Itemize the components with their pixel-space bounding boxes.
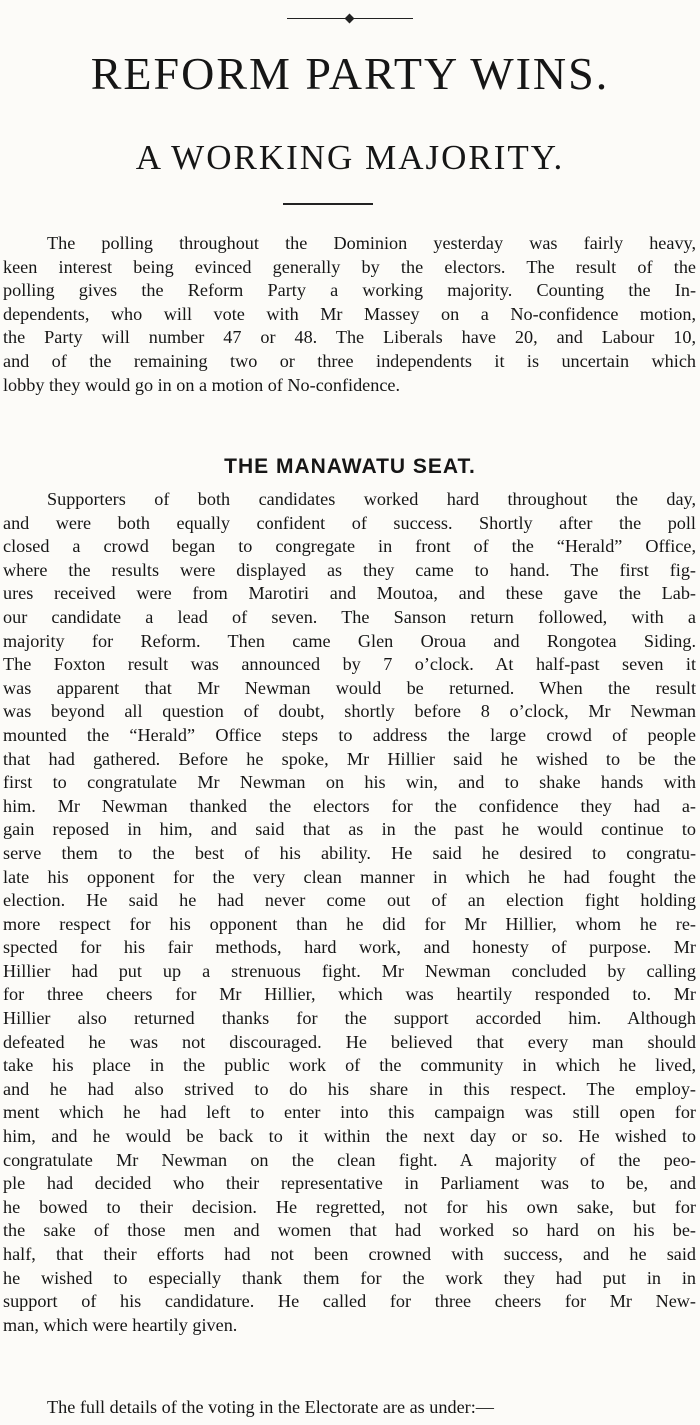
text-line: was beyond all question of doubt, shortly before 8 o’clock, Mr Newman	[3, 701, 696, 722]
text-line: Hillier had put up a strenuous fight. Mr Newman concluded by calling	[3, 960, 696, 981]
text-line: majority for Reform. Then came Glen Oroua and Rongotea Siding.	[3, 630, 696, 651]
text-line: and of the remaining two or three independents it is uncertain which	[3, 350, 696, 371]
text-line: late his opponent for the very clean manner in which he had fought the	[3, 866, 696, 887]
text-line: and were both equally confident of success. Shortly after the poll	[3, 512, 696, 533]
text-line: him. Mr Newman thanked the electors for the confidence they had a-	[3, 795, 696, 816]
headline: REFORM PARTY WINS.	[90, 48, 610, 99]
text-line: take his place in the public work of the community in which he lived,	[3, 1055, 696, 1076]
text-line: he bowed to their decision. He regretted, not for his own sake, but for	[3, 1196, 696, 1217]
text-line: our candidate a lead of seven. The Sanson return followed, with a	[3, 606, 696, 627]
text-line: man, which were heartily given.	[3, 1314, 238, 1335]
body-paragraph	[0, 488, 700, 1337]
text-line: and he had also strived to do his share in this respect. The employ-	[3, 1078, 696, 1099]
text-line: gain reposed in him, and said that as in the past he would continue to	[3, 819, 696, 840]
text-line: polling gives the Reform Party a working majority. Counting the In-	[3, 280, 696, 301]
text-line: Hillier also returned thanks for the support accorded him. Although	[3, 1008, 696, 1029]
text-line: where the results were displayed as they came to hand. The first fig-	[3, 559, 696, 580]
text-line: the sake of those men and women that had worked so hard on his be-	[3, 1220, 696, 1241]
text-line: ment which he had left to enter into this campaign was still open for	[3, 1102, 696, 1123]
text-line: keen interest being evinced generally by the electors. The result of the	[3, 256, 696, 277]
text-line: serve them to the best of his ability. He said he desired to congratu-	[3, 842, 696, 863]
text-line: Supporters of both candidates worked hard throughout the day,	[47, 489, 696, 509]
text-line: congratulate Mr Newman on the clean fight. A majority of the peo-	[3, 1149, 696, 1170]
text-line: support of his candidature. He called for three cheers for Mr New-	[3, 1291, 696, 1312]
divider-rule	[283, 203, 373, 205]
text-line: The Foxton result was announced by 7 o’clock. At half-past seven it	[3, 654, 696, 675]
text-line: the Party will number 47 or 48. The Liberals have 20, and Labour 10,	[3, 327, 696, 348]
text-line: spected for his fair methods, hard work, and honesty of purpose. Mr	[3, 937, 696, 958]
text-line: he wished to especially thank them for the work they had put in in	[3, 1267, 696, 1288]
text-line: that had gathered. Before he spoke, Mr Hillier said he wished to be the	[3, 748, 696, 769]
text-line: half, that their efforts had not been crowned with success, and he said	[3, 1244, 696, 1264]
text-line: dependents, who will vote with Mr Massey on a No-confidence motion,	[3, 303, 696, 324]
text-line: The full details of the voting in the Electorate are as under:—	[47, 1397, 494, 1417]
text-line: him, and he would be back to it within the next day or so. He wished to	[3, 1126, 696, 1147]
text-line: The polling throughout the Dominion yesterday was fairly heavy,	[47, 233, 696, 253]
top-ornament-diamond	[345, 14, 355, 24]
text-line: lobby they would go in on a motion of No-confidence.	[3, 374, 401, 395]
text-line: mounted the “Herald” Office steps to address the large crowd of people	[3, 724, 696, 745]
text-line: election. He said he had never come out of an election fight holding	[3, 890, 696, 911]
closing-paragraph	[0, 1396, 700, 1420]
section-heading: THE MANAWATU SEAT.	[224, 455, 476, 478]
text-line: ple had decided who their representative in Parliament was to be, and	[3, 1173, 696, 1194]
text-line: was apparent that Mr Newman would be returned. When the result	[3, 677, 696, 698]
intro-paragraph	[0, 232, 700, 397]
text-line: defeated he was not discouraged. He believed that every man should	[3, 1031, 696, 1052]
text-line: ures received were from Marotiri and Moutoa, and these gave the Lab-	[3, 583, 696, 604]
text-line: more respect for his opponent than he did for Mr Hillier, whom he re-	[3, 913, 696, 934]
text-line: closed a crowd began to congregate in front of the “Herald” Office,	[3, 536, 696, 557]
text-line: first to congratulate Mr Newman on his win, and to shake hands with	[3, 772, 696, 793]
text-line: for three cheers for Mr Hillier, which was heartily responded to. Mr	[3, 984, 696, 1005]
subheadline: A WORKING MAJORITY.	[135, 138, 565, 177]
